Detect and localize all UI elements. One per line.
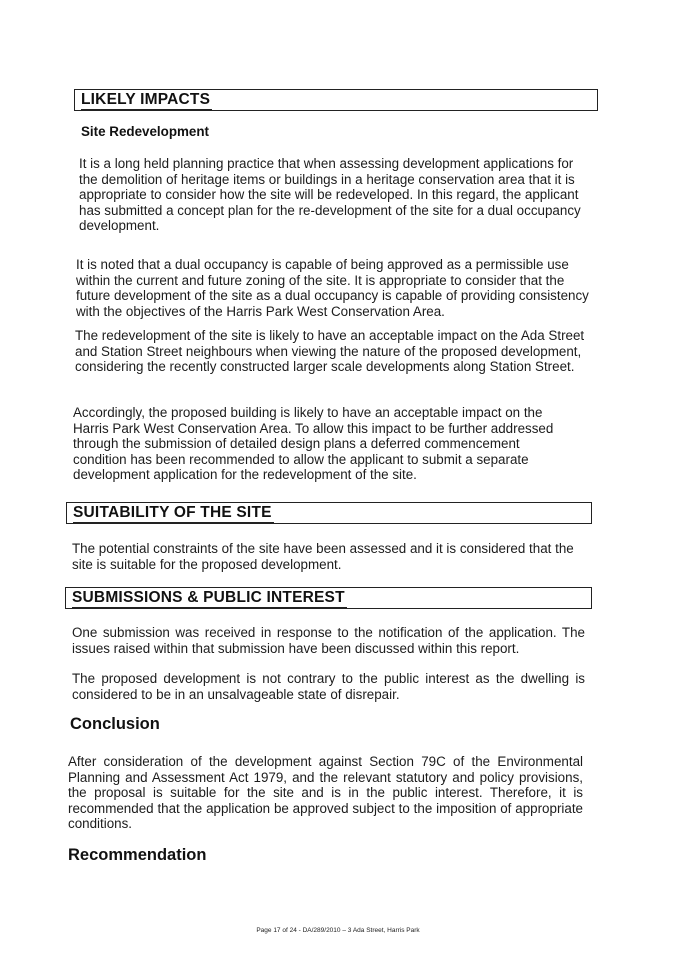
paragraph-heritage-practice: It is a long held planning practice that when assessing development applications for the demolition of heritage items or buildings in a heritage conservation area that it is appropriate to consider how the site will be redeveloped. In this regard, the applicant has submitted a concept plan for the re-development of the site for a dual occupancy development.: [79, 156, 581, 234]
paragraph-accordingly: Accordingly, the proposed building is likely to have an acceptable impact on the Harris Park West Conservation Area. To allow this impact to be further addressed through the submission of detailed design plans a deferred commencement condition has been recommended to allow the applicant to submit a separate development application for the redevelopment of the site.: [73, 405, 554, 483]
paragraph-suitability: The potential constraints of the site have been assessed and it is considered that the site is suitable for the proposed development.: [72, 541, 574, 572]
section-title-submissions: SUBMISSIONS & PUBLIC INTEREST: [72, 589, 345, 606]
section-title-likely-impacts: LIKELY IMPACTS: [81, 91, 211, 108]
paragraph-dual-occupancy: It is noted that a dual occupancy is capable of being approved as a permissible use within the current and future zoning of the site. It is appropriate to consider that the future development of the site as a dual occupancy is capable of providing consistency with the objectives of the Harris Park West Conservation Area.: [76, 257, 589, 319]
section-bar-suitability: [66, 502, 592, 524]
paragraph-redevelopment-impact: The redevelopment of the site is likely to have an acceptable impact on the Ada Street and Station Street neighbours when viewing the nature of the proposed development, considering the recently constructed larger scale developments along Station Street.: [75, 328, 585, 375]
heading-recommendation: Recommendation: [68, 846, 207, 864]
page-footer: Page 17 of 24 - DA/289/2010 – 3 Ada Street, Harris Park: [256, 927, 420, 934]
paragraph-conclusion: After consideration of the development against Section 79C of the Environmental Planning and Assessment Act 1979, and the relevant statutory and policy provisions, the proposal is suitable for the site and is in the public interest. Therefore, it is recommended that the application be approved subject to the imposition of appropriate conditions.: [68, 754, 583, 832]
section-title-suitability: SUITABILITY OF THE SITE: [73, 504, 272, 521]
section-bar-submissions: [65, 587, 592, 609]
heading-conclusion: Conclusion: [70, 715, 160, 733]
paragraph-public-interest: The proposed development is not contrary to the public interest as the dwelling is considered to be in an unsalvageable state of disrepair.: [72, 671, 585, 702]
paragraph-submission-received: One submission was received in response to the notification of the application. The issues raised within that submission have been discussed within this report.: [72, 625, 585, 656]
subheading-site-redevelopment: Site Redevelopment: [81, 124, 209, 139]
section-bar-likely-impacts: [74, 89, 598, 111]
